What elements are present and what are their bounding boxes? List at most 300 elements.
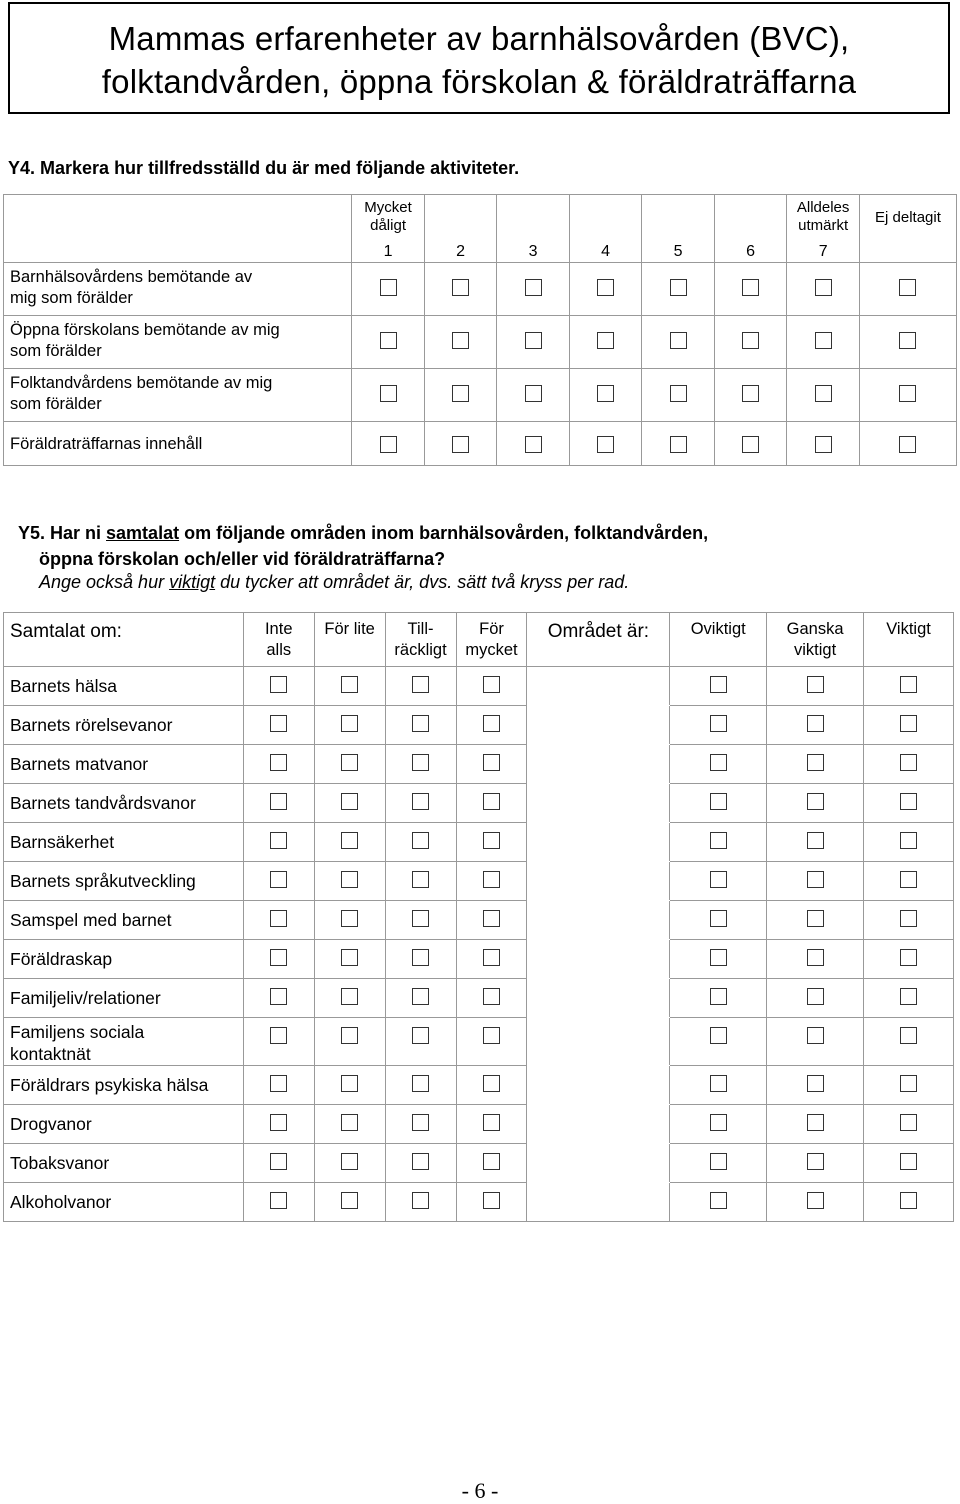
scale-low-line1: Mycket bbox=[364, 199, 412, 216]
y5-enough-checkbox[interactable] bbox=[412, 1075, 429, 1092]
y5-cell bbox=[670, 1066, 767, 1105]
y4-option-5-checkbox[interactable] bbox=[670, 279, 687, 296]
y5-spacer-cell bbox=[527, 745, 670, 784]
y4-row bbox=[4, 316, 957, 369]
col-not-at-all-line1: Inte bbox=[264, 620, 293, 638]
y5-cell bbox=[314, 745, 385, 784]
y5-unimportant-checkbox[interactable] bbox=[710, 910, 727, 927]
y5-important-checkbox[interactable] bbox=[900, 1153, 917, 1170]
y5-unimportant-checkbox[interactable] bbox=[710, 832, 727, 849]
y5-fairly-important-checkbox[interactable] bbox=[807, 832, 824, 849]
y5-too-much-checkbox[interactable] bbox=[483, 871, 500, 888]
y5-cell bbox=[670, 823, 767, 862]
y5-cell bbox=[864, 1018, 954, 1066]
scale-number-6: 6 bbox=[746, 243, 756, 260]
y5-cell bbox=[767, 745, 864, 784]
y4-option-6-checkbox[interactable] bbox=[742, 436, 759, 453]
y5-enough-checkbox[interactable] bbox=[412, 1027, 429, 1044]
y5-not-at-all-checkbox[interactable] bbox=[270, 715, 287, 732]
y5-row-label bbox=[4, 667, 244, 706]
y5-fairly-important-checkbox[interactable] bbox=[807, 793, 824, 810]
y5-cell bbox=[243, 940, 314, 979]
y5-important-checkbox[interactable] bbox=[900, 1114, 917, 1131]
y4-option-2-checkbox[interactable] bbox=[452, 385, 469, 402]
y5-row-label bbox=[4, 1066, 244, 1105]
y5-not-at-all-checkbox[interactable] bbox=[270, 1192, 287, 1209]
col-fairly-important-head bbox=[767, 613, 864, 667]
y5-cell bbox=[314, 979, 385, 1018]
y4-option-3-checkbox[interactable] bbox=[525, 385, 542, 402]
y5-q-prefix: Y5. Har ni bbox=[18, 523, 107, 543]
y5-too-much-checkbox[interactable] bbox=[483, 793, 500, 810]
y5-too-much-checkbox[interactable] bbox=[483, 949, 500, 966]
y5-fairly-important-checkbox[interactable] bbox=[807, 676, 824, 693]
y5-cell bbox=[314, 667, 385, 706]
y5-cell bbox=[385, 706, 456, 745]
y4-option-7-checkbox[interactable] bbox=[815, 436, 832, 453]
y5-enough-checkbox[interactable] bbox=[412, 910, 429, 927]
y5-cell bbox=[456, 1105, 527, 1144]
y5-important-checkbox[interactable] bbox=[900, 754, 917, 771]
y5-cell bbox=[243, 1066, 314, 1105]
y4-option-1-checkbox[interactable] bbox=[380, 436, 397, 453]
y4-option-6-checkbox[interactable] bbox=[742, 279, 759, 296]
y5-too-much-checkbox[interactable] bbox=[483, 715, 500, 732]
y5-row-label-line1: Barnsäkerhet bbox=[10, 832, 115, 852]
y5-unimportant-checkbox[interactable] bbox=[710, 988, 727, 1005]
y4-cell bbox=[714, 422, 787, 466]
y5-row bbox=[4, 901, 954, 940]
y5-row-label bbox=[4, 901, 244, 940]
y4-option-4-checkbox[interactable] bbox=[597, 332, 614, 349]
y4-row-label-line2: mig som förälder bbox=[10, 289, 133, 307]
y5-important-checkbox[interactable] bbox=[900, 1027, 917, 1044]
y5-enough-checkbox[interactable] bbox=[412, 715, 429, 732]
y5-cell bbox=[767, 784, 864, 823]
y5-cell bbox=[456, 940, 527, 979]
y5-cell bbox=[385, 745, 456, 784]
y5-cell bbox=[670, 667, 767, 706]
col-fairly-important-line2: viktigt bbox=[794, 641, 837, 659]
scale-number-1: 1 bbox=[383, 243, 393, 260]
y5-cell bbox=[767, 901, 864, 940]
y5-cell bbox=[864, 979, 954, 1018]
y4-cell bbox=[642, 369, 715, 422]
y5-fairly-important-checkbox[interactable] bbox=[807, 1192, 824, 1209]
y5-unimportant-checkbox[interactable] bbox=[710, 1114, 727, 1131]
y4-option-3-checkbox[interactable] bbox=[525, 279, 542, 296]
y5-unimportant-checkbox[interactable] bbox=[710, 715, 727, 732]
y5-too-much-checkbox[interactable] bbox=[483, 1153, 500, 1170]
y5-question bbox=[18, 523, 708, 544]
y5-enough-checkbox[interactable] bbox=[412, 949, 429, 966]
y5-too-much-checkbox[interactable] bbox=[483, 1075, 500, 1092]
y5-important-checkbox[interactable] bbox=[900, 676, 917, 693]
y5-cell bbox=[670, 940, 767, 979]
y5-fairly-important-checkbox[interactable] bbox=[807, 1153, 824, 1170]
y5-cell bbox=[670, 1105, 767, 1144]
y5-unimportant-checkbox[interactable] bbox=[710, 754, 727, 771]
y4-row-label-line2: som förälder bbox=[10, 342, 102, 360]
y4-row bbox=[4, 263, 957, 316]
y4-scale-head-6 bbox=[714, 195, 787, 263]
y5-not-at-all-checkbox[interactable] bbox=[270, 949, 287, 966]
y5-cell bbox=[314, 1183, 385, 1222]
y4-cell bbox=[642, 263, 715, 316]
y5-too-much-checkbox[interactable] bbox=[483, 1192, 500, 1209]
y5-important-checkbox[interactable] bbox=[900, 1192, 917, 1209]
y5-row-label-line1: Barnets matvanor bbox=[10, 754, 149, 774]
y5-cell bbox=[456, 745, 527, 784]
y5-too-much-checkbox[interactable] bbox=[483, 910, 500, 927]
y4-cell bbox=[787, 369, 860, 422]
y4-cell bbox=[642, 316, 715, 369]
y5-spacer-cell bbox=[527, 784, 670, 823]
y5-cell bbox=[456, 784, 527, 823]
y5-cell bbox=[670, 1183, 767, 1222]
y5-too-little-checkbox[interactable] bbox=[341, 1114, 358, 1131]
y4-option-1-checkbox[interactable] bbox=[380, 385, 397, 402]
y5-cell bbox=[456, 979, 527, 1018]
y5-too-much-checkbox[interactable] bbox=[483, 832, 500, 849]
y5-enough-checkbox[interactable] bbox=[412, 988, 429, 1005]
y5-too-little-checkbox[interactable] bbox=[341, 910, 358, 927]
y4-row bbox=[4, 422, 957, 466]
y5-spacer-cell bbox=[527, 979, 670, 1018]
y4-option-7-checkbox[interactable] bbox=[815, 279, 832, 296]
y5-cell bbox=[864, 667, 954, 706]
scale-number-2: 2 bbox=[456, 243, 466, 260]
col-unimportant-head bbox=[670, 613, 767, 667]
y5-too-much-checkbox[interactable] bbox=[483, 676, 500, 693]
y4-row-label-line1: Folktandvårdens bemötande av mig bbox=[10, 374, 273, 392]
y5-cell bbox=[767, 823, 864, 862]
scale-low-label bbox=[352, 195, 424, 235]
col-too-little-head bbox=[314, 613, 385, 667]
y5-cell bbox=[670, 862, 767, 901]
col-too-much-line1: För bbox=[479, 620, 504, 638]
y4-option-7-checkbox[interactable] bbox=[815, 385, 832, 402]
y5-fairly-important-checkbox[interactable] bbox=[807, 910, 824, 927]
y5-fairly-important-checkbox[interactable] bbox=[807, 1075, 824, 1092]
y5-enough-checkbox[interactable] bbox=[412, 832, 429, 849]
y4-cell bbox=[497, 316, 570, 369]
y4-table bbox=[3, 194, 957, 466]
y5-fairly-important-checkbox[interactable] bbox=[807, 754, 824, 771]
y5-cell bbox=[767, 1105, 864, 1144]
y5-important-checkbox[interactable] bbox=[900, 715, 917, 732]
scale-low-line2: dåligt bbox=[370, 217, 406, 234]
y5-cell bbox=[243, 979, 314, 1018]
scale-number-4: 4 bbox=[601, 243, 611, 260]
y5-unimportant-checkbox[interactable] bbox=[710, 1075, 727, 1092]
y4-option-3-checkbox[interactable] bbox=[525, 436, 542, 453]
y5-cell bbox=[864, 745, 954, 784]
y5-row-label bbox=[4, 1183, 244, 1222]
y4-option-2-checkbox[interactable] bbox=[452, 436, 469, 453]
y5-cell bbox=[767, 979, 864, 1018]
y5-fairly-important-checkbox[interactable] bbox=[807, 988, 824, 1005]
y5-cell bbox=[314, 901, 385, 940]
y5-not-at-all-checkbox[interactable] bbox=[270, 1153, 287, 1170]
y4-option-2-checkbox[interactable] bbox=[452, 332, 469, 349]
y5-cell bbox=[670, 1144, 767, 1183]
page-number: - 6 - bbox=[461, 1478, 499, 1503]
y5-enough-checkbox[interactable] bbox=[412, 871, 429, 888]
y5-unimportant-checkbox[interactable] bbox=[710, 871, 727, 888]
y5-not-at-all-checkbox[interactable] bbox=[270, 910, 287, 927]
y5-cell bbox=[385, 1105, 456, 1144]
y5-important-checkbox[interactable] bbox=[900, 949, 917, 966]
y4-cell bbox=[497, 263, 570, 316]
y5-cell bbox=[767, 1066, 864, 1105]
y5-enough-checkbox[interactable] bbox=[412, 676, 429, 693]
y4-cell bbox=[859, 263, 956, 316]
y5-too-little-checkbox[interactable] bbox=[341, 1075, 358, 1092]
y5-not-at-all-checkbox[interactable] bbox=[270, 1027, 287, 1044]
y4-cell bbox=[714, 369, 787, 422]
y4-option-4-checkbox[interactable] bbox=[597, 385, 614, 402]
y5-row bbox=[4, 1105, 954, 1144]
y5-sub-rest: du tycker att området är, dvs. sätt två kryss per rad. bbox=[215, 572, 630, 592]
y5-row-label bbox=[4, 823, 244, 862]
y5-row bbox=[4, 1183, 954, 1222]
y4-option-7-checkbox[interactable] bbox=[815, 332, 832, 349]
y4-header-blank bbox=[4, 195, 352, 263]
y4-option-5-checkbox[interactable] bbox=[670, 436, 687, 453]
y5-important-checkbox[interactable] bbox=[900, 793, 917, 810]
y5-too-little-checkbox[interactable] bbox=[341, 871, 358, 888]
y4-cell bbox=[569, 263, 642, 316]
scale-number-3: 3 bbox=[528, 243, 538, 260]
y5-cell bbox=[767, 862, 864, 901]
y5-not-at-all-checkbox[interactable] bbox=[270, 832, 287, 849]
y5-row-label-line1: Samspel med barnet bbox=[10, 910, 172, 930]
y4-option-6-checkbox[interactable] bbox=[742, 385, 759, 402]
col-important-head bbox=[864, 613, 954, 667]
y4-scale-head-2 bbox=[424, 195, 497, 263]
y5-row bbox=[4, 706, 954, 745]
y5-cell bbox=[767, 1183, 864, 1222]
y5-cell bbox=[385, 862, 456, 901]
area-is-label: Området är: bbox=[547, 621, 650, 642]
scale-number-5: 5 bbox=[673, 243, 683, 260]
y5-important-checkbox[interactable] bbox=[900, 910, 917, 927]
y5-too-little-checkbox[interactable] bbox=[341, 754, 358, 771]
y5-not-at-all-checkbox[interactable] bbox=[270, 1114, 287, 1131]
y5-too-much-checkbox[interactable] bbox=[483, 1114, 500, 1131]
y5-fairly-important-checkbox[interactable] bbox=[807, 949, 824, 966]
y4-row-label-line1: Föräldraträffarnas innehåll bbox=[10, 435, 203, 453]
y5-row-label-line1: Barnets hälsa bbox=[10, 676, 118, 696]
y5-cell bbox=[864, 1066, 954, 1105]
y5-row-label-line1: Alkoholvanor bbox=[10, 1192, 112, 1212]
y5-row bbox=[4, 1066, 954, 1105]
y5-cell bbox=[243, 862, 314, 901]
y5-important-checkbox[interactable] bbox=[900, 871, 917, 888]
y5-not-at-all-checkbox[interactable] bbox=[270, 871, 287, 888]
y5-spacer-cell bbox=[527, 901, 670, 940]
y4-cell bbox=[569, 422, 642, 466]
y5-too-little-checkbox[interactable] bbox=[341, 793, 358, 810]
y5-enough-checkbox[interactable] bbox=[412, 1153, 429, 1170]
y5-row bbox=[4, 823, 954, 862]
y5-unimportant-checkbox[interactable] bbox=[710, 793, 727, 810]
y5-cell bbox=[385, 823, 456, 862]
y5-cell bbox=[385, 901, 456, 940]
talked-about-label: Samtalat om: bbox=[10, 621, 122, 642]
y4-not-participated-head bbox=[859, 195, 956, 263]
y5-fairly-important-checkbox[interactable] bbox=[807, 871, 824, 888]
y4-option-4-checkbox[interactable] bbox=[597, 436, 614, 453]
y5-unimportant-checkbox[interactable] bbox=[710, 949, 727, 966]
page-title-line1: Mammas erfarenheter av barnhälsovården (BVC), bbox=[108, 20, 850, 57]
y5-too-little-checkbox[interactable] bbox=[341, 832, 358, 849]
y5-too-much-checkbox[interactable] bbox=[483, 754, 500, 771]
y5-header-row bbox=[4, 613, 954, 667]
y5-not-at-all-checkbox[interactable] bbox=[270, 793, 287, 810]
y5-spacer-cell bbox=[527, 940, 670, 979]
y5-important-checkbox[interactable] bbox=[900, 1075, 917, 1092]
y4-cell bbox=[714, 316, 787, 369]
y5-too-little-checkbox[interactable] bbox=[341, 676, 358, 693]
y5-sub-underlined: viktigt bbox=[169, 572, 216, 592]
y5-unimportant-checkbox[interactable] bbox=[710, 676, 727, 693]
y5-cell bbox=[243, 745, 314, 784]
y5-row-label bbox=[4, 1018, 244, 1066]
y5-not-at-all-checkbox[interactable] bbox=[270, 1075, 287, 1092]
y4-cell bbox=[787, 263, 860, 316]
y5-too-little-checkbox[interactable] bbox=[341, 1027, 358, 1044]
y4-option-5-checkbox[interactable] bbox=[670, 332, 687, 349]
y5-cell bbox=[456, 901, 527, 940]
y5-cell bbox=[314, 862, 385, 901]
y4-option-3-checkbox[interactable] bbox=[525, 332, 542, 349]
y5-unimportant-checkbox[interactable] bbox=[710, 1192, 727, 1209]
y4-row-label bbox=[4, 316, 352, 369]
y5-fairly-important-checkbox[interactable] bbox=[807, 1027, 824, 1044]
y5-cell bbox=[864, 1183, 954, 1222]
y5-too-little-checkbox[interactable] bbox=[341, 715, 358, 732]
y5-row bbox=[4, 784, 954, 823]
y5-spacer-cell bbox=[527, 1144, 670, 1183]
y5-row-label bbox=[4, 745, 244, 784]
y5-enough-checkbox[interactable] bbox=[412, 1192, 429, 1209]
y5-fairly-important-checkbox[interactable] bbox=[807, 715, 824, 732]
y4-cell bbox=[497, 422, 570, 466]
y4-option-1-checkbox[interactable] bbox=[380, 279, 397, 296]
y5-row-label-line1: Familjens sociala bbox=[10, 1022, 145, 1042]
talked-about-head bbox=[4, 613, 244, 667]
y5-too-little-checkbox[interactable] bbox=[341, 1192, 358, 1209]
y5-unimportant-checkbox[interactable] bbox=[710, 1153, 727, 1170]
y5-cell bbox=[864, 784, 954, 823]
y5-enough-checkbox[interactable] bbox=[412, 1114, 429, 1131]
y5-too-much-checkbox[interactable] bbox=[483, 988, 500, 1005]
y4-not-participated-checkbox[interactable] bbox=[899, 332, 916, 349]
y5-not-at-all-checkbox[interactable] bbox=[270, 676, 287, 693]
y4-row-label-line1: Öppna förskolans bemötande av mig bbox=[10, 321, 280, 339]
y5-row-label-line1: Tobaksvanor bbox=[10, 1153, 110, 1173]
y5-too-much-checkbox[interactable] bbox=[483, 1027, 500, 1044]
y4-question: Y4. Markera hur tillfredsställd du är med följande aktiviteter. bbox=[8, 158, 520, 178]
y5-too-little-checkbox[interactable] bbox=[341, 988, 358, 1005]
y5-spacer-cell bbox=[527, 667, 670, 706]
y5-important-checkbox[interactable] bbox=[900, 832, 917, 849]
y5-cell bbox=[456, 1066, 527, 1105]
y5-enough-checkbox[interactable] bbox=[412, 793, 429, 810]
y5-subquestion bbox=[39, 572, 629, 593]
y5-cell bbox=[243, 784, 314, 823]
y5-cell bbox=[456, 1144, 527, 1183]
y4-not-participated-checkbox[interactable] bbox=[899, 436, 916, 453]
y5-cell bbox=[670, 745, 767, 784]
y5-cell bbox=[456, 862, 527, 901]
y5-cell bbox=[767, 1018, 864, 1066]
y5-row-label-line1: Föräldrars psykiska hälsa bbox=[10, 1075, 209, 1095]
y5-row-label-line1: Barnets tandvårdsvanor bbox=[10, 793, 196, 813]
y4-cell bbox=[714, 263, 787, 316]
y4-option-5-checkbox[interactable] bbox=[670, 385, 687, 402]
y5-not-at-all-checkbox[interactable] bbox=[270, 754, 287, 771]
y4-option-4-checkbox[interactable] bbox=[597, 279, 614, 296]
y4-row-label-line1: Barnhälsovårdens bemötande av bbox=[10, 268, 253, 286]
y5-cell bbox=[385, 667, 456, 706]
y4-option-2-checkbox[interactable] bbox=[452, 279, 469, 296]
col-too-much-head bbox=[456, 613, 527, 667]
y5-cell bbox=[670, 979, 767, 1018]
y5-cell bbox=[314, 1018, 385, 1066]
y4-cell bbox=[497, 369, 570, 422]
y5-question-line2: öppna förskolan och/eller vid föräldraträffarna? bbox=[39, 549, 446, 569]
y5-cell bbox=[864, 1144, 954, 1183]
y4-cell bbox=[424, 316, 497, 369]
y5-too-little-checkbox[interactable] bbox=[341, 1153, 358, 1170]
y5-important-checkbox[interactable] bbox=[900, 988, 917, 1005]
y4-scale-head-3 bbox=[497, 195, 570, 263]
y5-q-rest: om följande områden inom barnhälsovården, folktandvården, bbox=[179, 523, 709, 543]
y5-q-underlined: samtalat bbox=[106, 523, 180, 543]
scale-high-line2: utmärkt bbox=[798, 217, 849, 234]
y5-row-label-line1: Föräldraskap bbox=[10, 949, 113, 969]
y5-cell bbox=[670, 901, 767, 940]
y4-option-1-checkbox[interactable] bbox=[380, 332, 397, 349]
y4-header-row bbox=[4, 195, 957, 263]
y5-too-little-checkbox[interactable] bbox=[341, 949, 358, 966]
y5-cell bbox=[243, 823, 314, 862]
y5-cell bbox=[314, 1105, 385, 1144]
y5-not-at-all-checkbox[interactable] bbox=[270, 988, 287, 1005]
page-title-line2: folktandvården, öppna förskolan & föräldraträffarna bbox=[101, 63, 857, 100]
y5-cell bbox=[385, 1183, 456, 1222]
y5-cell bbox=[314, 706, 385, 745]
y4-cell bbox=[642, 422, 715, 466]
y5-row bbox=[4, 940, 954, 979]
y5-spacer-cell bbox=[527, 706, 670, 745]
y5-cell bbox=[864, 823, 954, 862]
y4-option-6-checkbox[interactable] bbox=[742, 332, 759, 349]
y5-cell bbox=[385, 1066, 456, 1105]
y4-not-participated-checkbox[interactable] bbox=[899, 385, 916, 402]
y5-cell bbox=[767, 1144, 864, 1183]
y5-spacer-cell bbox=[527, 1105, 670, 1144]
y4-not-participated-checkbox[interactable] bbox=[899, 279, 916, 296]
y5-fairly-important-checkbox[interactable] bbox=[807, 1114, 824, 1131]
y5-enough-checkbox[interactable] bbox=[412, 754, 429, 771]
y5-unimportant-checkbox[interactable] bbox=[710, 1027, 727, 1044]
y5-cell bbox=[243, 1105, 314, 1144]
y5-spacer-cell bbox=[527, 1018, 670, 1066]
